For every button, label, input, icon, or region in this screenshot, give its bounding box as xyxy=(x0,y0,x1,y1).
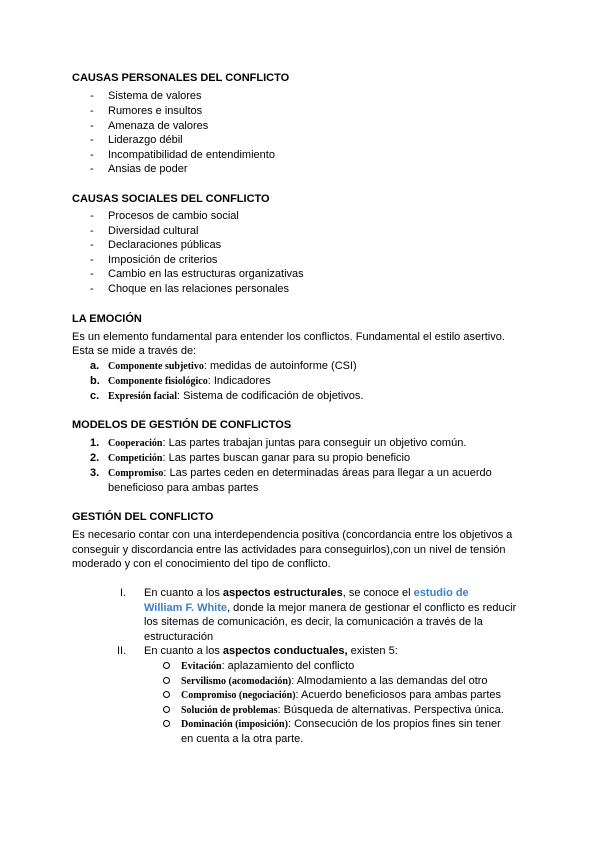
list-marker: a. xyxy=(90,360,100,372)
roman-marker: I. xyxy=(120,587,127,599)
list-item: Componente subjetivo: medidas de autoinforme (CSI) xyxy=(108,360,357,372)
list-marker: c. xyxy=(90,390,100,402)
sub-list-item-continuation: en cuenta a la otra parte. xyxy=(181,733,304,745)
item-text: Indicadores xyxy=(210,375,271,387)
list-item-continuation: beneficioso para ambas partes xyxy=(108,482,259,494)
list-dash: - xyxy=(90,254,94,266)
list-item: Competición: Las partes buscan ganar para su propio beneficio xyxy=(108,452,411,464)
list-dash: - xyxy=(90,120,94,132)
bullet-circle-icon xyxy=(163,703,170,717)
bullet-circle-icon xyxy=(163,674,170,688)
list-item: Imposición de criterios xyxy=(108,254,218,266)
study-link[interactable]: estudio de xyxy=(413,587,469,599)
paragraph-line: Esta se mide a través de: xyxy=(72,345,197,357)
roman-item-line: William F. White, donde la mejor manera de gestionar el conflicto es reducir xyxy=(144,602,517,614)
sub-list-item: Solución de problemas: Búsqueda de alternativas. Perspectiva única. xyxy=(181,704,504,716)
list-item: Cambio en las estructuras organizativas xyxy=(108,268,304,280)
item-label: Competición xyxy=(108,453,163,464)
item-label: Componente subjetivo xyxy=(108,361,204,372)
bullet-circle-icon xyxy=(163,717,170,731)
roman-item-line: los sitemas de comunicación, es decir, la comunicación a través de la xyxy=(144,616,483,628)
list-item: Expresión facial: Sistema de codificación de objetivos. xyxy=(108,390,364,402)
list-dash: - xyxy=(90,134,94,146)
heading-personal-causes: CAUSAS PERSONALES DEL CONFLICTO xyxy=(72,72,290,84)
heading-management: GESTIÓN DEL CONFLICTO xyxy=(72,511,214,523)
list-item: Componente fisiológico: Indicadores xyxy=(108,375,271,387)
list-item: Rumores e insultos xyxy=(108,105,203,117)
bullet-circle-icon xyxy=(163,659,170,673)
heading-emotion: LA EMOCIÓN xyxy=(72,313,142,325)
list-marker: 3. xyxy=(90,467,100,479)
sub-list-item: Dominación (imposición): Consecución de los propios fines sin tener xyxy=(181,718,501,730)
list-item: Diversidad cultural xyxy=(108,225,199,237)
item-text: Las partes trabajan juntas para conseguir un objetivo común. xyxy=(165,437,467,449)
list-dash: - xyxy=(90,283,94,295)
bullet-circle-icon xyxy=(163,688,170,702)
list-item: Sistema de valores xyxy=(108,90,202,102)
item-label: Componente fisiológico xyxy=(108,376,208,387)
list-marker: 2. xyxy=(90,452,100,464)
paragraph-line: moderado y con el conocimiento del tipo de conflicto. xyxy=(72,558,331,570)
list-dash: - xyxy=(90,225,94,237)
item-text: medidas de autoinforme (CSI) xyxy=(206,360,357,372)
list-dash: - xyxy=(90,163,94,175)
item-text: Las partes buscan ganar para su propio beneficio xyxy=(165,452,411,464)
list-dash: - xyxy=(90,210,94,222)
list-dash: - xyxy=(90,90,94,102)
list-marker: 1. xyxy=(90,437,100,449)
item-label: Compromiso xyxy=(108,468,164,479)
paragraph-line: Es un elemento fundamental para entender los conflictos. Fundamental el estilo asertivo. xyxy=(72,331,505,343)
sub-list-item: Servilismo (acomodación): Almodamiento a las demandas del otro xyxy=(181,675,488,687)
study-link-author[interactable]: William F. White xyxy=(144,602,228,614)
list-dash: - xyxy=(90,149,94,161)
paragraph-line: conseguir y discordancia entre las actividades para conseguirlos),con un nivel de tensión xyxy=(72,544,506,556)
sub-list-item: Evitación: aplazamiento del conflicto xyxy=(181,660,355,672)
list-item: Incompatibilidad de entendimiento xyxy=(108,149,275,161)
list-item: Amenaza de valores xyxy=(108,120,209,132)
item-text: Las partes ceden en determinadas áreas para llegar a un acuerdo xyxy=(166,467,492,479)
roman-item-line: estructuración xyxy=(144,631,214,643)
list-dash: - xyxy=(90,239,94,251)
list-item: Liderazgo débil xyxy=(108,134,183,146)
list-item: Choque en las relaciones personales xyxy=(108,283,290,295)
list-item: Declaraciones públicas xyxy=(108,239,222,251)
heading-models: MODELOS DE GESTIÓN DE CONFLICTOS xyxy=(72,419,292,431)
item-label: Expresión facial xyxy=(108,391,177,402)
list-item: Cooperación: Las partes trabajan juntas para conseguir un objetivo común. xyxy=(108,437,467,449)
roman-marker: II. xyxy=(117,645,127,657)
paragraph-line: Es necesario contar con una interdependencia positiva (concordancia entre los objetivos a xyxy=(72,529,513,541)
roman-item: En cuanto a los aspectos estructurales, se conoce el estudio de xyxy=(144,587,469,599)
item-label: Cooperación xyxy=(108,438,163,449)
list-item: Ansias de poder xyxy=(108,163,188,175)
heading-social-causes: CAUSAS SOCIALES DEL CONFLICTO xyxy=(72,193,270,205)
list-item: Compromiso: Las partes ceden en determinadas áreas para llegar a un acuerdo xyxy=(108,467,492,479)
list-dash: - xyxy=(90,268,94,280)
list-marker: b. xyxy=(90,375,100,387)
sub-list-item: Compromiso (negociación): Acuerdo beneficiosos para ambas partes xyxy=(181,689,501,701)
list-dash: - xyxy=(90,105,94,117)
roman-item: En cuanto a los aspectos conductuales, existen 5: xyxy=(144,645,398,657)
list-item: Procesos de cambio social xyxy=(108,210,239,222)
item-text: Sistema de codificación de objetivos. xyxy=(180,390,364,402)
